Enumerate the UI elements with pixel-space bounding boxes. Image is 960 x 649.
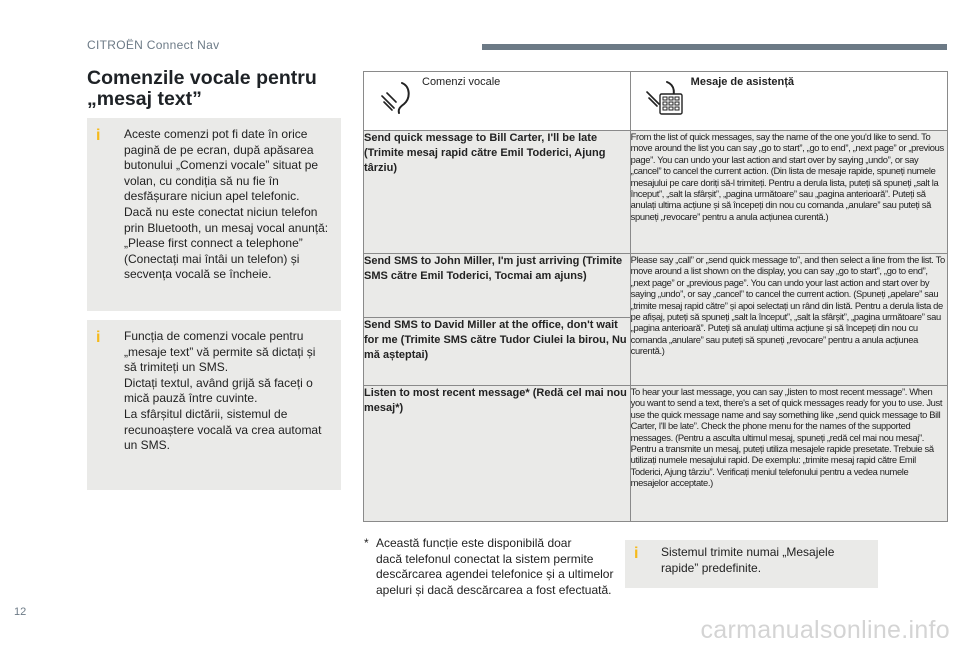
info-box-sms-dictation (87, 320, 341, 490)
page-number: 12 (14, 606, 27, 618)
table-row (364, 131, 948, 254)
info-box-2-paragraph-1: Funcția de comenzi vocale pentru „mesaje text” vă permite să dictați și să trimiteți un SMS. (124, 329, 316, 375)
header-brand: CITROËN Connect Nav (87, 38, 220, 52)
footnote-line: descărcarea agendei telefonice și a ultimelor (376, 567, 614, 581)
info-box-1-paragraph-2: Dacă nu este conectat niciun telefon prin Bluetooth, un mesaj vocal anunță: „Please first connect a telephone” (Conectați mai întâi un telefon) și secvența vocală se încheie. (124, 204, 329, 282)
table-header-commands-label: Comenzi vocale (422, 76, 501, 88)
table-header-help (630, 72, 947, 131)
footnote (364, 536, 614, 598)
watermark: carmanualsonline.info (700, 616, 950, 644)
info-icon: i (96, 127, 101, 144)
voice-commands-table (363, 71, 948, 522)
page-title-line-1: Comenzile vocale pentru (87, 67, 317, 89)
footnote-line: dacă telefonul conectat la sistem permite (376, 551, 594, 566)
command-cell: Listen to most recent message* (Redă cel mai nou mesaj*) (364, 386, 631, 522)
table-row (364, 386, 948, 522)
info-box-3-text: Sistemul trimite numai „Mesajele rapide” predefinite. (661, 545, 835, 575)
footnote-line: Această funcție este disponibilă doar (376, 536, 572, 550)
command-cell: Send SMS to David Miller at the office, don't wait for me (Trimite SMS către Tudor Ciulei la birou, Nu mă așteptai) (364, 318, 631, 386)
command-cell: Send quick message to Bill Carter, I'll be late (Trimite mesaj rapid către Emil Toderici, Ajung târziu) (364, 131, 631, 254)
help-cell: From the list of quick messages, say the name of the one you'd like to send. To move around the list you can say „go to start”, „go to end”, „next page” or „previous page”. You can undo your last action and start over by saying „undo”, or say „cancel” to cancel the current action. (Din lista de mesaje rapide, spuneți numele mesajului pe care doriți să-l trimiteți. Pentru a derula lista, puteți să spuneți „salt la început”, „salt la sfârșit”, „pagina următoare” sau „pagina anterioară”. Puteți să anulați ultima acțiune și să începeți din nou cu comanda „anulare” sau puteți să spuneți „revocare” pentru a anula acțiunea curentă.) (630, 131, 947, 254)
page-title (87, 68, 347, 110)
footnote-line: apeluri și dacă descărcarea a fost efectuată. (376, 582, 612, 597)
page-title-line-2: „mesaj text” (87, 88, 202, 110)
table-header-commands (364, 72, 631, 131)
command-cell: Send SMS to John Miller, I'm just arriving (Trimite SMS către Emil Toderici, Tocmai am ajuns) (364, 254, 631, 318)
info-box-1-paragraph-1: Aceste comenzi pot fi date în orice pagină de pe ecran, după apăsarea butonului „Comenzi vocale” situat pe volan, cu condiția să nu fie în desfășurare niciun apel telefonic. (124, 127, 319, 204)
header-bar (482, 44, 947, 50)
table-header-row (364, 72, 948, 131)
help-cell: To hear your last message, you can say „listen to most recent message”. When you want to send a text, there's a set of quick messages ready for you to use. Just use the quick message name and say something like „send quick message to Bill Carter, I'll be late”. Check the phone menu for the names of the supported messages. (Pentru a asculta ultimul mesaj, spuneți „redă cel mai nou mesaj”. Pentru a transmite un mesaj, puteți utiliza mesajele rapide presetate. Trebuie să utilizați numele mesajului rapid. De exemplu: „trimite mesaj rapid către Emil Toderici, Ajung târziu”. Verificați meniul telefonului pentru a vedea numele mesajelor acceptate.) (630, 386, 947, 522)
info-box-quick-messages (625, 540, 878, 588)
help-cell: Please say „call” or „send quick message to”, and then select a line from the list. To move around a list shown on the display, you can say „go to start”, „go to end”, „next page” or „previous page”. You can undo your last action and start over by saying „undo”, or say „cancel” to cancel the current action. (Spuneți „apelare” sau „trimite mesaj rapid către” și apoi selectați un rând din listă. Pentru a derula lista de pe afișaj, puteți să spuneți „salt la început”, „salt la sfârșit”, „pagina următoare” sau „pagina anterioară”. Puteți să anulați ultima acțiune și să începeți din nou cu comanda „anulare” sau puteți să spuneți „revocare” pentru a anula acțiunea curentă.) (630, 254, 947, 386)
voice-command-icon (378, 80, 414, 117)
info-icon: i (96, 329, 101, 346)
info-box-2-paragraph-2: Dictați textul, având grijă să faceți o mică pauză între cuvinte. (124, 375, 313, 406)
info-box-2-paragraph-3: La sfârșitul dictării, sistemul de recunoaștere vocală va crea automat un SMS. (124, 406, 322, 453)
info-icon: i (634, 545, 639, 562)
voice-keypad-icon (645, 80, 685, 119)
table-row (364, 254, 948, 318)
footnote-marker: * (364, 536, 369, 550)
table-header-help-label: Mesaje de asistență (690, 76, 795, 88)
info-box-voice-commands (87, 118, 341, 311)
footnote-text (364, 536, 614, 598)
